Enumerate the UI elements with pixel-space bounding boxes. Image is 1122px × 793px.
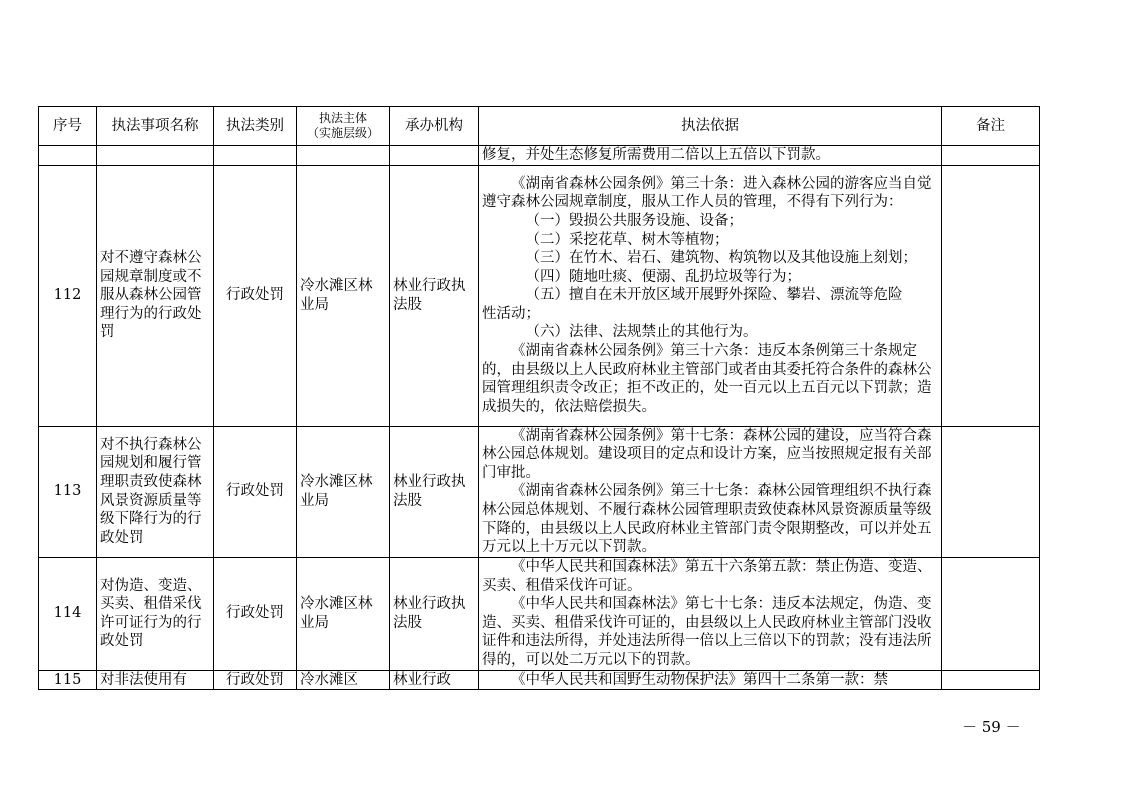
basis-cell	[479, 146, 942, 166]
basis-item: （六）法律、法规禁止的其他行为。	[525, 324, 758, 341]
row-agency: 林业行政	[390, 670, 479, 690]
basis-paragraph: 《湖南省森林公园条例》第三十七条：森林公园管理组织不执行森林公园总体规划、不履行森林公园管理职责致使森林风景资源质量等级下降的，由县级以上人民政府林业主管部门责令限期整改，可以并处五万元以上十万元以下罚款。	[482, 483, 932, 556]
cell-empty	[390, 146, 479, 166]
header-subject-line1: 执法主体	[318, 111, 367, 125]
header-agency: 承办机构	[390, 107, 479, 146]
page-number: － 59 －	[962, 718, 1021, 736]
row-remark	[942, 426, 1040, 557]
enforcement-table	[38, 106, 1040, 690]
row-category: 行政处罚	[214, 557, 297, 670]
header-name: 执法事项名称	[97, 107, 214, 146]
basis-item: （二）采挖花草、树木等植物；	[525, 231, 729, 248]
remark-cell	[942, 146, 1040, 166]
basis-paragraph: 《湖南省森林公园条例》第三十条：进入森林公园的游客应当自觉遵守森林公园规章制度，服从工作人员的管理，不得有下列行为：	[482, 175, 932, 211]
table-row	[39, 165, 1040, 426]
row-seq: 114	[39, 557, 97, 670]
table-row	[39, 670, 1040, 690]
row-category: 行政处罚	[214, 165, 297, 426]
row-subject: 冷水滩区林业局	[297, 426, 390, 557]
row-seq: 112	[39, 165, 97, 426]
basis-paragraph: 《中华人民共和国野生动物保护法》第四十二条第一款：禁	[511, 671, 888, 688]
basis-cell	[479, 670, 942, 690]
basis-item: （一）毁损公共服务设施、设备；	[525, 212, 743, 229]
header-subject	[297, 107, 390, 146]
basis-paragraph: 《中华人民共和国森林法》第五十六条第五款：禁止伪造、变造、买卖、租借采伐许可证。	[482, 558, 932, 594]
row-seq: 115	[39, 670, 97, 690]
continuation-row	[39, 146, 1040, 166]
row-agency: 林业行政执法股	[390, 557, 479, 670]
table-row	[39, 426, 1040, 557]
row-name: 对不遵守森林公园规章制度或不服从森林公园管理行为的行政处罚	[97, 165, 214, 426]
row-category: 行政处罚	[214, 670, 297, 690]
row-subject: 冷水滩区林业局	[297, 165, 390, 426]
cell-empty	[39, 146, 97, 166]
cell-empty	[97, 146, 214, 166]
row-seq: 113	[39, 426, 97, 557]
row-subject: 冷水滩区	[297, 670, 390, 690]
row-remark	[942, 670, 1040, 690]
basis-cell	[479, 557, 942, 670]
basis-item: （三）在竹木、岩石、建筑物、构筑物以及其他设施上刻划；	[525, 250, 917, 267]
basis-item: （四）随地吐痰、便溺、乱扔垃圾等行为；	[525, 268, 801, 285]
header-subject-line2: （实施层级）	[306, 126, 379, 140]
basis-paragraph: 《湖南省森林公园条例》第十七条：森林公园的建设，应当符合森林公园总体规划。建设项目的定点和设计方案，应当按照规定报有关部门审批。	[482, 427, 932, 481]
header-row	[39, 107, 1040, 146]
row-category: 行政处罚	[214, 426, 297, 557]
basis-cell	[479, 165, 942, 426]
cell-empty	[214, 146, 297, 166]
row-subject: 冷水滩区林业局	[297, 557, 390, 670]
row-name: 对伪造、变造、买卖、租借采伐许可证行为的行政处罚	[97, 557, 214, 670]
row-name: 对不执行森林公园规划和履行管理职责致使森林风景资源质量等级下降行为的行政处罚	[97, 426, 214, 557]
header-seq: 序号	[39, 107, 97, 146]
header-category: 执法类别	[214, 107, 297, 146]
row-agency: 林业行政执法股	[390, 426, 479, 557]
header-remark: 备注	[942, 107, 1040, 146]
row-name: 对非法使用有	[97, 670, 214, 690]
row-agency: 林业行政执法股	[390, 165, 479, 426]
basis-paragraph: 《湖南省森林公园条例》第三十六条：违反本条例第三十条规定的，由县级以上人民政府林业主管部门或者由其委托符合条件的森林公园管理组织责令改正；拒不改正的，处一百元以上五百元以下罚款；造成损失的，依法赔偿损失。	[482, 343, 932, 415]
header-basis: 执法依据	[479, 107, 942, 146]
row-remark	[942, 557, 1040, 670]
basis-item-cont: 性活动；	[482, 305, 540, 322]
basis-cell	[479, 426, 942, 557]
row-remark	[942, 165, 1040, 426]
cell-empty	[297, 146, 390, 166]
basis-paragraph: 《中华人民共和国森林法》第七十七条：违反本法规定，伪造、变造、买卖、租借采伐许可证的，由县级以上人民政府林业主管部门没收证件和违法所得，并处违法所得一倍以上三倍以下的罚款；没有违法所得的，可以处二万元以下的罚款。	[482, 596, 932, 668]
table-row	[39, 557, 1040, 670]
basis-item: （五）擅自在未开放区域开展野外探险、攀岩、漂流等危险	[525, 287, 903, 304]
basis-text: 修复，并处生态修复所需费用二倍以上五倍以下罚款。	[482, 147, 830, 163]
